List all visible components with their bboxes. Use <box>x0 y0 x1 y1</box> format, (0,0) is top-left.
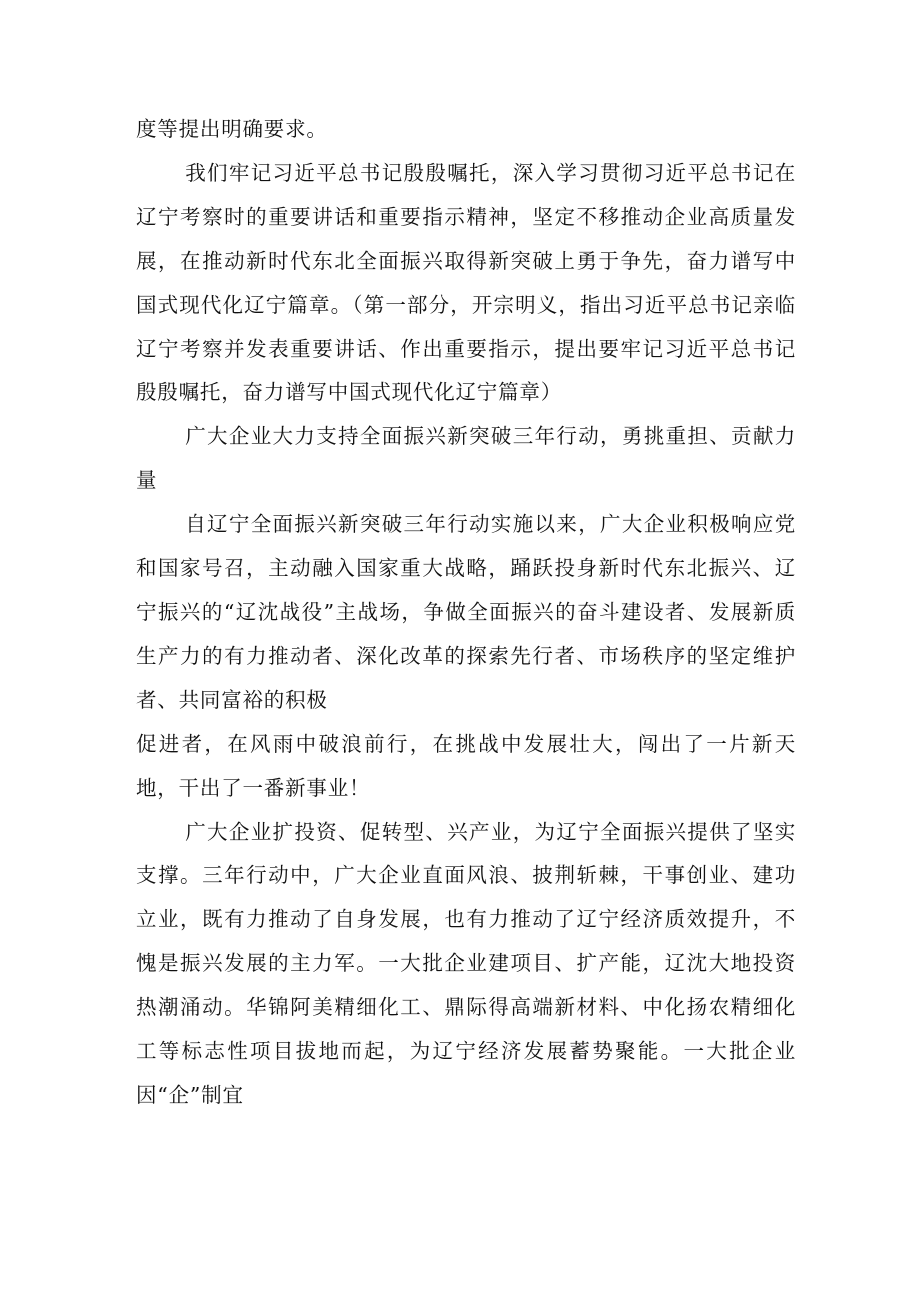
document-body <box>136 108 796 1118</box>
paragraph-3: 自辽宁全面振兴新突破三年行动实施以来，广大企业积极响应党和国家号召，主动融入国家重大战略，踊跃投身新时代东北振兴、辽宁振兴的“辽沈战役”主战场，争做全面振兴的奋斗建设者、发展新质生产力的有力推动者、深化改革的探索先行者、市场秩序的坚定维护者、共同富裕的积极 <box>136 512 796 712</box>
paragraph-2: 我们牢记习近平总书记殷殷嘱托，深入学习贯彻习近平总书记在辽宁考察时的重要讲话和重要指示精神，坚定不移推动企业高质量发展，在推动新时代东北全面振兴取得新突破上勇于争先，奋力谱写中国式现代化辽宁篇章。（第一部分，开宗明义，指出习近平总书记亲临辽宁考察并发表重要讲话、作出重要指示，提出要牢记习近平总书记殷殷嘱托，奋力谱写中国式现代化辽宁篇章） <box>136 160 796 405</box>
paragraph-4: 促进者，在风雨中破浪前行，在挑战中发展壮大，闯出了一片新天地，干出了一番新事业！ <box>136 731 796 800</box>
paragraph-5: 广大企业扩投资、促转型、兴产业，为辽宁全面振兴提供了坚实支撑。三年行动中，广大企业直面风浪、披荆斩棘，干事创业、建功立业，既有力推动了自身发展，也有力推动了辽宁经济质效提升，不愧是振兴发展的主力军。一大批企业建项目、扩产能，辽沈大地投资热潮涌动。华锦阿美精细化工、鼎际得高端新材料、中化扬农精细化工等标志性项目拔地而起，为辽宁经济发展蓄势聚能。一大批企业因“企”制宜 <box>136 819 796 1107</box>
section-heading: 广大企业大力支持全面振兴新突破三年行动，勇挑重担、贡献力量 <box>136 424 796 493</box>
paragraph-1: 度等提出明确要求。 <box>136 117 328 141</box>
